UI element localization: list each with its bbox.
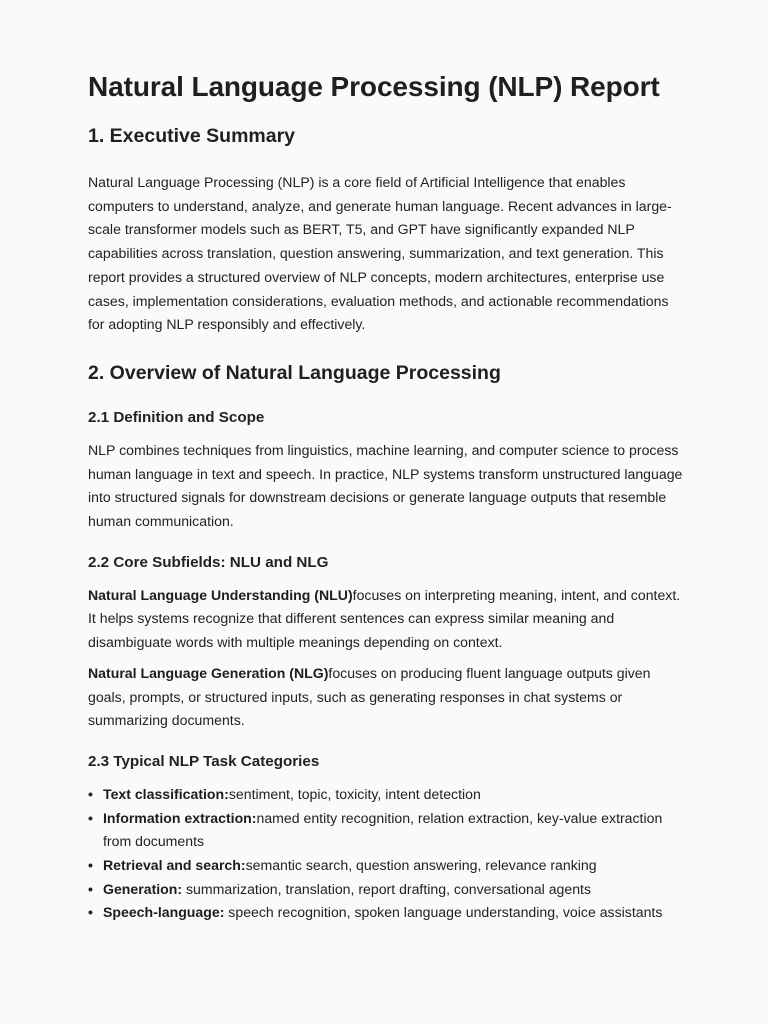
list-item	[88, 783, 668, 807]
bullet-icon: •	[88, 785, 93, 802]
task-category-label: Generation:	[103, 880, 183, 897]
definition-scope-paragraph: NLP combines techniques from linguistics, machine learning, and computer science to process human language in text and speech. In practice, NLP systems transform unstructured language into structured signals for downstream decisions or generate language outputs that resemble human communication.	[88, 441, 683, 530]
task-category-label: Information extraction:	[103, 809, 257, 826]
executive-summary-paragraph: Natural Language Processing (NLP) is a core field of Artificial Intelligence that enables computers to understand, analyze, and generate human language. Recent advances in large-scale transformer models such as BERT, T5, and GPT have significantly expanded NLP capabilities across translation, question answering, summarization, and text generation. This report provides a structured overview of NLP concepts, modern architectures, enterprise use cases, implementation considerations, evaluation methods, and actionable recommendations for adopting NLP responsibly and effectively.	[88, 174, 672, 333]
subsection-heading-definition-scope: 2.1 Definition and Scope	[88, 408, 265, 426]
subsection-heading-nlu-nlg: 2.2 Core Subfields: NLU and NLG	[88, 553, 329, 571]
bullet-icon: •	[88, 880, 93, 897]
task-category-text: speech recognition, spoken language understanding, voice assistants	[224, 904, 663, 921]
list-item	[88, 878, 668, 902]
nlg-text: focuses on producing fluent language outputs given goals, prompts, or structured inputs, such as generating responses in chat systems or summarizing documents.	[88, 664, 651, 729]
nlg-paragraph	[88, 662, 688, 733]
page-title: Natural Language Processing (NLP) Report	[88, 71, 660, 102]
bullet-icon: •	[88, 857, 93, 874]
list-item	[88, 854, 668, 878]
nlu-text: focuses on interpreting meaning, intent, and context. It helps systems recognize that different sentences can express similar meaning and disambiguate words with multiple meanings depending on context.	[88, 586, 681, 651]
subsection-heading-task-categories: 2.3 Typical NLP Task Categories	[88, 752, 320, 770]
list-item	[88, 901, 668, 925]
task-category-text: sentiment, topic, toxicity, intent detection	[228, 785, 481, 802]
task-category-label: Speech-language:	[103, 904, 225, 921]
task-category-text: summarization, translation, report drafting, conversational agents	[182, 880, 592, 897]
bullet-icon: •	[88, 809, 93, 826]
nlu-paragraph	[88, 584, 688, 655]
task-category-label: Retrieval and search:	[103, 857, 246, 874]
section-heading-executive-summary: 1. Executive Summary	[88, 125, 296, 147]
task-category-text: named entity recognition, relation extraction, key-value extraction from documents	[103, 809, 663, 850]
task-category-label: Text classification:	[103, 785, 229, 802]
nlg-label: Natural Language Generation (NLG)	[88, 664, 329, 681]
section-heading-overview: 2. Overview of Natural Language Processing	[88, 361, 501, 384]
task-category-list	[88, 783, 668, 925]
list-item	[88, 807, 668, 854]
nlu-label: Natural Language Understanding (NLU)	[88, 586, 353, 603]
bullet-icon: •	[88, 904, 93, 921]
task-category-text: semantic search, question answering, relevance ranking	[245, 857, 597, 874]
